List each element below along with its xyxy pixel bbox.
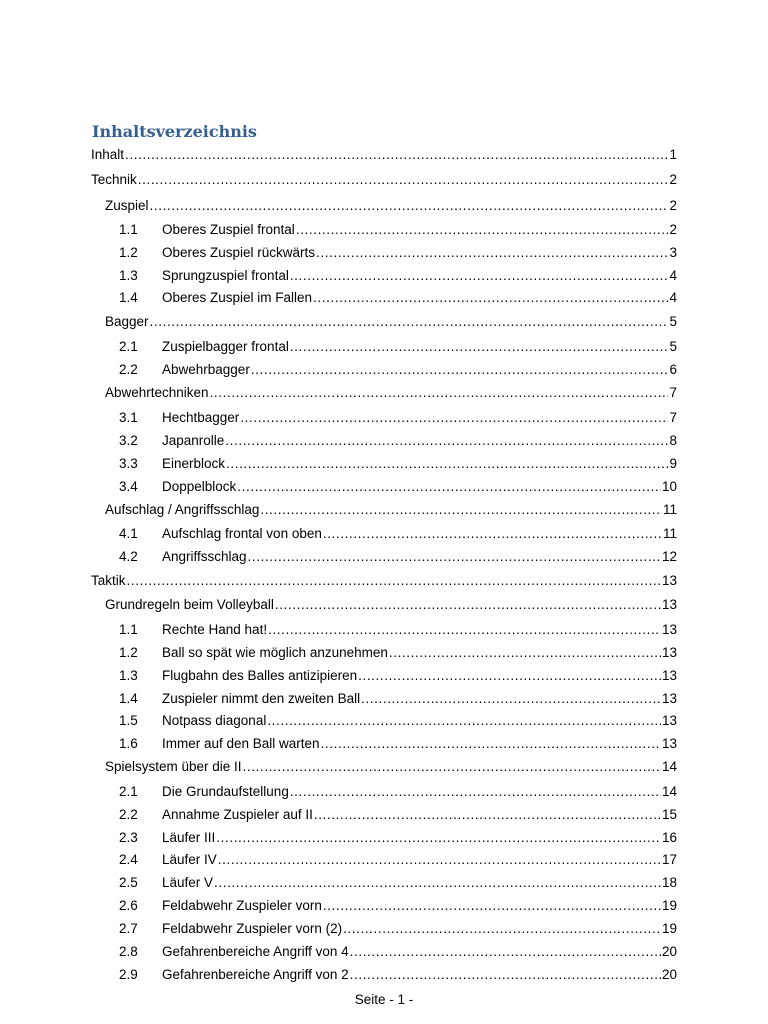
dot-leader	[243, 758, 661, 776]
toc-entry-title: Zuspielbagger frontal	[162, 339, 289, 354]
toc-entry[interactable]	[119, 966, 677, 984]
dot-leader	[350, 943, 661, 961]
toc-entry-number: 2.2	[119, 807, 138, 822]
toc-entry-number: 1.1	[119, 222, 138, 237]
dot-leader	[350, 966, 661, 984]
toc-entry-number: 1.4	[119, 691, 138, 706]
toc-entry-number: 1.6	[119, 736, 138, 751]
toc-entry-page-number: 13	[661, 691, 677, 706]
dot-leader	[150, 197, 669, 215]
toc-entry[interactable]	[119, 289, 677, 307]
toc-entry[interactable]	[119, 455, 677, 473]
toc-entry-page-number: 12	[661, 549, 677, 564]
toc-entry[interactable]	[119, 338, 677, 356]
toc-entry[interactable]	[105, 596, 677, 614]
dot-leader	[296, 221, 669, 239]
toc-entry-number: 1.3	[119, 668, 138, 683]
toc-entry-page-number: 2	[669, 198, 677, 213]
toc-entry[interactable]	[91, 146, 677, 164]
toc-entry[interactable]	[105, 758, 677, 776]
toc-entry-title: Spielsystem über die II	[105, 759, 242, 774]
dot-leader	[225, 432, 668, 450]
toc-entry-page-number: 15	[661, 807, 677, 822]
toc-entry-title: Die Grundaufstellung	[162, 784, 289, 799]
toc-entry-number: 4.2	[119, 549, 138, 564]
dot-leader	[313, 289, 668, 307]
toc-entry-page-number: 5	[669, 314, 677, 329]
toc-entry[interactable]	[119, 409, 677, 427]
toc-entry[interactable]	[119, 244, 677, 262]
toc-entry-title: Oberes Zuspiel im Fallen	[162, 290, 313, 305]
toc-entry-number: 3.2	[119, 433, 138, 448]
toc-entry-page-number: 4	[669, 268, 677, 283]
toc-entry-title: Zuspiel	[105, 198, 149, 213]
toc-entry-title: Oberes Zuspiel rückwärts	[162, 245, 316, 260]
toc-entry-number: 1.1	[119, 622, 138, 637]
toc-entry-page-number: 14	[661, 759, 677, 774]
dot-leader	[218, 851, 661, 869]
toc-entry-page-number: 2	[669, 222, 677, 237]
toc-entry-page-number: 13	[661, 713, 677, 728]
toc-entry[interactable]	[119, 432, 677, 450]
dot-leader	[260, 501, 662, 519]
toc-entry-page-number: 20	[661, 967, 677, 982]
toc-entry-title: Inhalt	[91, 147, 125, 162]
toc-entry-page-number: 7	[669, 410, 677, 425]
toc-entry-title: Gefahrenbereiche Angriff von 4	[162, 944, 349, 959]
toc-entry-page-number: 4	[669, 290, 677, 305]
toc-entry[interactable]	[119, 943, 677, 961]
dot-leader	[316, 244, 668, 262]
toc-entry-number: 2.8	[119, 944, 138, 959]
dot-leader	[216, 829, 661, 847]
dot-leader	[138, 171, 669, 189]
dot-leader	[125, 146, 668, 164]
toc-entry-number: 2.1	[119, 784, 138, 799]
toc-entry-number: 2.4	[119, 852, 138, 867]
dot-leader	[251, 361, 669, 379]
toc-entry-title: Bagger	[105, 314, 149, 329]
toc-entry-title: Hechtbagger	[162, 410, 240, 425]
dot-leader	[314, 806, 661, 824]
dot-leader	[127, 572, 661, 590]
toc-entry[interactable]	[119, 897, 677, 915]
toc-entry-page-number: 3	[669, 245, 677, 260]
toc-entry[interactable]	[119, 621, 677, 639]
toc-entry[interactable]	[105, 501, 677, 519]
dot-leader	[268, 621, 661, 639]
toc-entry[interactable]	[119, 361, 677, 379]
toc-entry-number: 3.1	[119, 410, 138, 425]
page-footer: Seite - 1 -	[354, 992, 414, 1007]
toc-entry-title: Ball so spät wie möglich anzunehmen	[162, 645, 388, 660]
toc-entry-number: 1.5	[119, 713, 138, 728]
dot-leader	[323, 525, 662, 543]
toc-entry-number: 2.9	[119, 967, 138, 982]
toc-entry-page-number: 13	[661, 573, 677, 588]
toc-entry-title: Aufschlag / Angriffsschlag	[105, 502, 260, 517]
toc-entry-title: Technik	[91, 172, 137, 187]
toc-entry-page-number: 18	[661, 875, 677, 890]
dot-leader	[323, 897, 661, 915]
toc-entry-number: 2.5	[119, 875, 138, 890]
toc-entry-title: Sprungzuspiel frontal	[162, 268, 289, 283]
toc-entry-title: Läufer V	[162, 875, 214, 890]
dot-leader	[248, 548, 661, 566]
toc-entry[interactable]	[119, 735, 677, 753]
toc-entry-page-number: 2	[669, 172, 677, 187]
toc-entry-title: Oberes Zuspiel frontal	[162, 222, 295, 237]
toc-entry[interactable]	[105, 313, 677, 331]
toc-entry-page-number: 5	[669, 339, 677, 354]
toc-entry-title: Angriffsschlag	[162, 549, 247, 564]
toc-entry[interactable]	[119, 644, 677, 662]
dot-leader	[267, 712, 661, 730]
toc-entry-title: Feldabwehr Zuspieler vorn (2)	[162, 921, 343, 936]
toc-entry[interactable]	[119, 690, 677, 708]
toc-entry-number: 4.1	[119, 526, 138, 541]
dot-leader	[150, 313, 669, 331]
toc-entry-page-number: 10	[661, 479, 677, 494]
toc-entry[interactable]	[119, 525, 677, 543]
toc-entry[interactable]	[119, 920, 677, 938]
dot-leader	[237, 478, 661, 496]
toc-entry[interactable]	[119, 806, 677, 824]
toc-entry[interactable]	[119, 548, 677, 566]
toc-entry-page-number: 8	[669, 433, 677, 448]
toc-entry-title: Taktik	[91, 573, 126, 588]
toc-entry[interactable]	[119, 712, 677, 730]
toc-entry-title: Einerblock	[162, 456, 226, 471]
dot-leader	[321, 735, 661, 753]
toc-entry-title: Abwehrtechniken	[105, 385, 209, 400]
toc-entry-number: 2.7	[119, 921, 138, 936]
toc-entry-number: 2.1	[119, 339, 138, 354]
toc-entry-title: Gefahrenbereiche Angriff von 2	[162, 967, 349, 982]
toc-entry[interactable]	[119, 478, 677, 496]
dot-leader	[290, 267, 669, 285]
toc-entry[interactable]	[119, 829, 677, 847]
toc-entry[interactable]	[91, 572, 677, 590]
toc-entry-page-number: 13	[661, 622, 677, 637]
dot-leader	[210, 384, 669, 402]
toc-entry-title: Notpass diagonal	[162, 713, 267, 728]
toc-entry-number: 2.6	[119, 898, 138, 913]
toc-entry-page-number: 11	[662, 502, 677, 517]
toc-entry-title: Immer auf den Ball warten	[162, 736, 320, 751]
toc-entry[interactable]	[119, 851, 677, 869]
toc-entry-page-number: 11	[662, 526, 677, 541]
toc-entry-number: 2.3	[119, 830, 138, 845]
toc-entry-page-number: 13	[661, 736, 677, 751]
toc-entry-page-number: 19	[661, 898, 677, 913]
toc-entry-number: 1.4	[119, 290, 138, 305]
toc-entry[interactable]	[119, 783, 677, 801]
toc-entry-page-number: 20	[661, 944, 677, 959]
toc-entry-number: 2.2	[119, 362, 138, 377]
dot-leader	[226, 455, 668, 473]
dot-leader	[358, 667, 661, 685]
toc-entry-page-number: 13	[661, 645, 677, 660]
toc-entry-number: 1.3	[119, 268, 138, 283]
dot-leader	[290, 338, 669, 356]
toc-entry[interactable]	[119, 874, 677, 892]
dot-leader	[214, 874, 661, 892]
toc-entry-page-number: 16	[661, 830, 677, 845]
toc-entry[interactable]	[119, 221, 677, 239]
toc-entry-page-number: 6	[669, 362, 677, 377]
toc-entry[interactable]	[119, 667, 677, 685]
toc-heading: Inhaltsverzeichnis	[92, 122, 257, 141]
toc-entry-page-number: 19	[661, 921, 677, 936]
toc-entry-title: Aufschlag frontal von oben	[162, 526, 322, 541]
dot-leader	[361, 690, 661, 708]
dot-leader	[275, 596, 661, 614]
toc-entry-title: Japanrolle	[162, 433, 225, 448]
toc-entry[interactable]	[119, 267, 677, 285]
toc-entry[interactable]	[105, 384, 677, 402]
dot-leader	[389, 644, 661, 662]
toc-entry-number: 3.4	[119, 479, 138, 494]
toc-entry-page-number: 13	[661, 668, 677, 683]
toc-entry-number: 1.2	[119, 645, 138, 660]
toc-entry-title: Annahme Zuspieler auf II	[162, 807, 313, 822]
toc-entry-page-number: 7	[669, 385, 677, 400]
dot-leader	[240, 409, 668, 427]
toc-entry-page-number: 17	[661, 852, 677, 867]
toc-entry-title: Grundregeln beim Volleyball	[105, 597, 274, 612]
toc-entry-title: Flugbahn des Balles antizipieren	[162, 668, 358, 683]
toc-entry-page-number: 14	[661, 784, 677, 799]
dot-leader	[290, 783, 661, 801]
toc-entry-title: Zuspieler nimmt den zweiten Ball	[162, 691, 361, 706]
toc-entry-title: Feldabwehr Zuspieler vorn	[162, 898, 322, 913]
toc-entry-page-number: 9	[669, 456, 677, 471]
toc-entry-number: 3.3	[119, 456, 138, 471]
toc-entry[interactable]	[91, 171, 677, 189]
toc-entry-page-number: 13	[661, 597, 677, 612]
dot-leader	[343, 920, 661, 938]
toc-entry[interactable]	[105, 197, 677, 215]
toc-entry-page-number: 1	[669, 147, 677, 162]
toc-entry-title: Rechte Hand hat!	[162, 622, 268, 637]
toc-entry-number: 1.2	[119, 245, 138, 260]
toc-entry-title: Läufer III	[162, 830, 216, 845]
toc-entry-title: Abwehrbagger	[162, 362, 250, 377]
toc-entry-title: Läufer IV	[162, 852, 217, 867]
toc-entry-title: Doppelblock	[162, 479, 237, 494]
